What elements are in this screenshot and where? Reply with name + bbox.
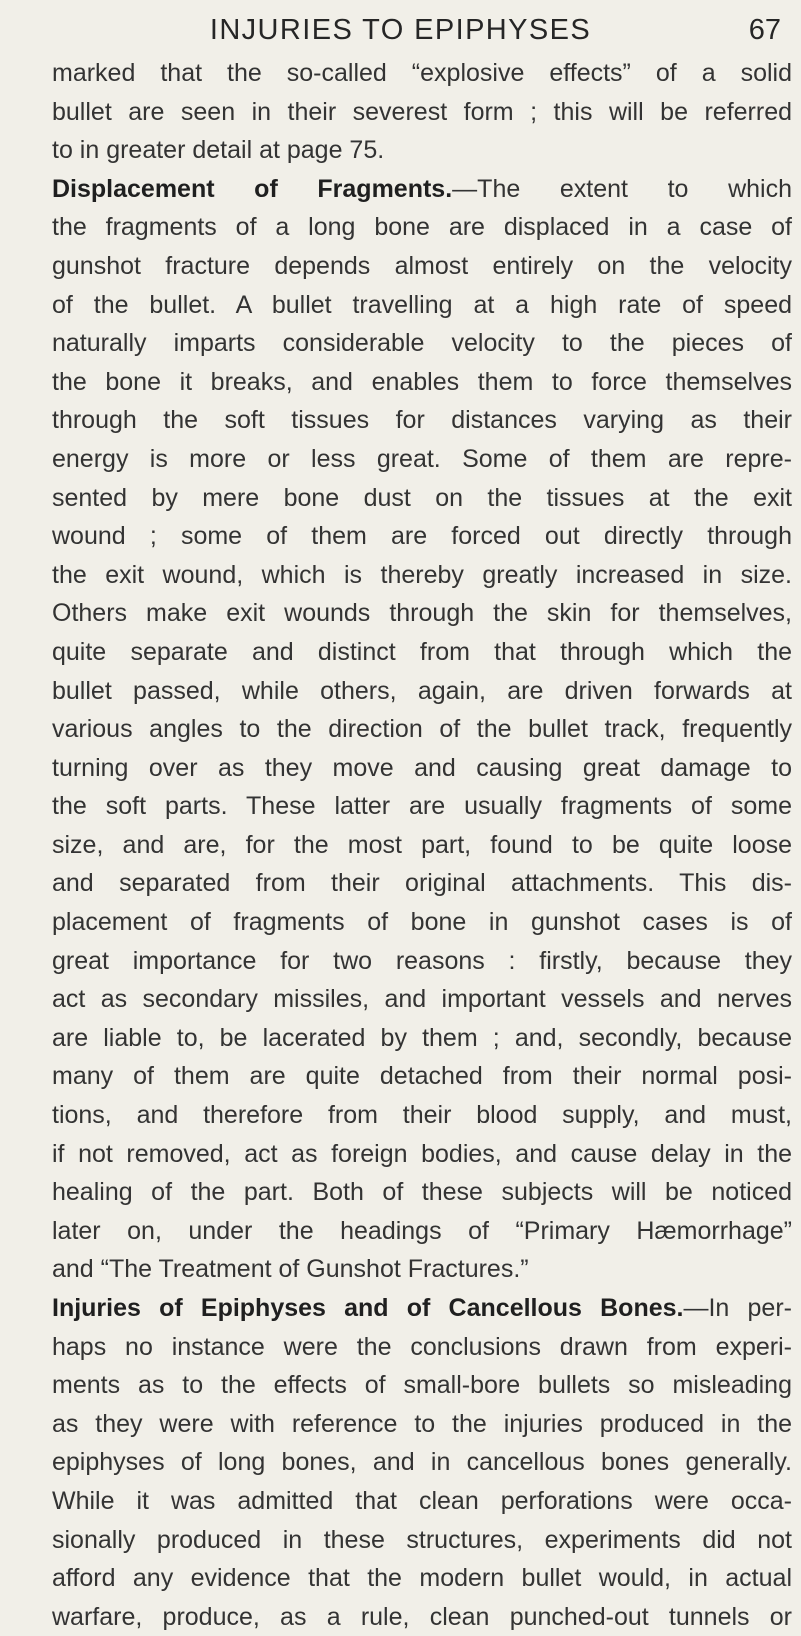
text-line: [52, 787, 792, 826]
text-line: [52, 1057, 792, 1096]
text-line: [52, 594, 792, 633]
line-text: gunshot fracture depends almost entirely on the velocity: [52, 251, 792, 280]
line-text: later on, under the headings of “Primary Hæmorrhage”: [52, 1216, 792, 1245]
text-line: [52, 1212, 792, 1251]
line-text: While it was admitted that clean perforations were occa-: [52, 1486, 792, 1515]
text-line: [52, 1598, 792, 1636]
line-text: haps no instance were the conclusions drawn from experi-: [52, 1332, 792, 1361]
page-number: 67: [748, 14, 781, 46]
text-line: [52, 247, 792, 286]
line-text: are liable to, be lacerated by them ; and, secondly, because: [52, 1023, 792, 1052]
text-line: [52, 286, 792, 325]
line-text: naturally imparts considerable velocity to the pieces of: [52, 329, 792, 358]
line-text: various angles to the direction of the bullet track, frequently: [52, 715, 792, 744]
text-line: [52, 1405, 792, 1444]
line-text: healing of the part. Both of these subjects will be noticed: [52, 1178, 792, 1207]
text-line: [52, 710, 792, 749]
running-head: [0, 8, 801, 54]
text-line: [52, 942, 792, 981]
line-text: the soft parts. These latter are usually fragments of some: [52, 792, 792, 821]
text-line: [52, 54, 792, 93]
body-text: [52, 54, 792, 1636]
text-line: [52, 826, 792, 865]
line-text: of the bullet. A bullet travelling at a high rate of speed: [52, 290, 792, 319]
text-line: [52, 1366, 792, 1405]
line-text: size, and are, for the most part, found to be quite loose: [52, 830, 792, 859]
line-text: —The extent to which: [452, 174, 792, 203]
text-line: [52, 363, 792, 402]
line-text: and “The Treatment of Gunshot Fractures.”: [52, 1255, 529, 1284]
text-line: [52, 1019, 792, 1058]
line-text: epiphyses of long bones, and in cancellous bones generally.: [52, 1448, 792, 1477]
text-line: [52, 864, 792, 903]
text-line: [52, 170, 792, 209]
line-text: act as secondary missiles, and important vessels and nerves: [52, 985, 792, 1014]
line-text: —In per-: [683, 1294, 792, 1322]
line-text: as they were with reference to the injuries produced in the: [52, 1409, 792, 1438]
text-line: [52, 633, 792, 672]
section-heading: Displacement of Fragments.: [52, 174, 453, 203]
running-title: INJURIES TO EPIPHYSES: [209, 14, 592, 46]
text-line: [52, 672, 792, 711]
text-line: [52, 479, 792, 518]
text-line: [52, 1328, 792, 1367]
text-line: [52, 556, 792, 595]
text-line: [52, 440, 792, 479]
line-text: sented by mere bone dust on the tissues at the exit: [52, 483, 792, 512]
line-text: to in greater detail at page 75.: [52, 136, 385, 165]
text-line: [52, 903, 792, 942]
text-line: [52, 401, 792, 440]
text-line: [52, 749, 792, 788]
line-text: bullet passed, while others, again, are driven forwards at: [52, 676, 792, 705]
text-line: [52, 980, 792, 1019]
line-text: the fragments of a long bone are displaced in a case of: [52, 213, 792, 242]
text-line: [52, 517, 792, 556]
text-line: [52, 1521, 792, 1560]
text-line: [52, 131, 792, 170]
line-text: through the soft tissues for distances varying as their: [52, 406, 792, 435]
line-text: energy is more or less great. Some of them are repre-: [52, 444, 792, 473]
line-text: tions, and therefore from their blood supply, and must,: [52, 1101, 792, 1130]
line-text: placement of fragments of bone in gunshot cases is of: [52, 908, 792, 937]
text-line: [52, 1096, 792, 1135]
line-text: warfare, produce, as a rule, clean punched-out tunnels or: [52, 1602, 792, 1631]
text-line: [52, 1250, 792, 1289]
line-text: Others make exit wounds through the skin for themselves,: [52, 599, 792, 628]
line-text: and separated from their original attachments. This dis-: [52, 869, 792, 898]
line-text: many of them are quite detached from their normal posi-: [52, 1062, 792, 1091]
text-line: [52, 208, 792, 247]
text-line: [52, 1173, 792, 1212]
line-text: ments as to the effects of small-bore bullets so misleading: [52, 1371, 792, 1400]
line-text: turning over as they move and causing great damage to: [52, 753, 792, 782]
text-line: [52, 93, 792, 132]
text-line: [52, 1482, 792, 1521]
line-text: if not removed, act as foreign bodies, and cause delay in the: [52, 1139, 792, 1168]
line-text: great importance for two reasons : firstly, because they: [52, 946, 792, 975]
text-line: [52, 1443, 792, 1482]
text-line: [52, 1289, 792, 1328]
line-text: marked that the so-called “explosive effects” of a solid: [52, 59, 792, 87]
text-line: [52, 1135, 792, 1174]
line-text: bullet are seen in their severest form ; this will be referred: [52, 97, 792, 126]
line-text: the bone it breaks, and enables them to force themselves: [52, 367, 792, 396]
text-line: [52, 1559, 792, 1598]
text-line: [52, 324, 792, 363]
section-heading: Injuries of Epiphyses and of Cancellous Bones.: [52, 1294, 684, 1322]
line-text: wound ; some of them are forced out directly through: [52, 522, 792, 551]
line-text: quite separate and distinct from that through which the: [52, 637, 792, 666]
line-text: afford any evidence that the modern bullet would, in actual: [52, 1564, 792, 1593]
line-text: the exit wound, which is thereby greatly increased in size.: [52, 560, 792, 589]
line-text: sionally produced in these structures, experiments did not: [52, 1525, 792, 1554]
